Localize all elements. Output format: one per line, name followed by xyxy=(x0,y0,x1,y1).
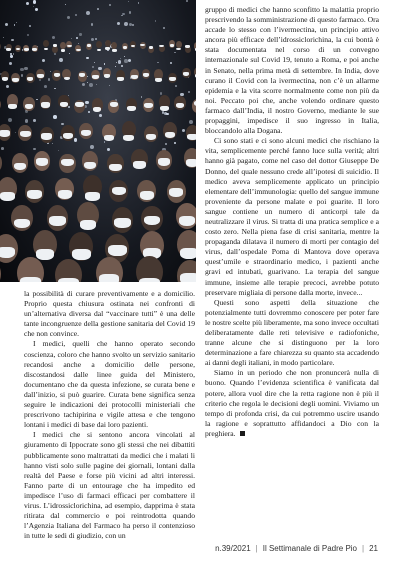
paragraph-text: Siamo in un periodo che non pronuncerà nulla di buono. Quando l’evidenza scientifica è vanificata dal potere, allora vuol dire che la retta ragione non è più il criterio che regola le decisioni degli uomini. Viviamo un tempo di profonda crisi, da cui potremmo uscire usando la ragione e soprattutto affidandoci a Dio con la preghiera. xyxy=(205,368,379,438)
paragraph: I medici che si sentono ancora vincolati al giuramento di Ippocrate sono gli stessi che nei dibattiti pubblicamente sono maltrattati da medici che i malati li hanno visti solo sulle pagine dei giornali, lontani dalla realtà del Paese e forse più vicini ad altri interessi. Fanno parte di un entourage che ha impedito ed impedisce l’uso di farmaci efficaci per combattere il virus. L’idrossiclorichina, ad esempio, dapprima è stata ritirata dal commercio e poi reintrodotta quando l’Agenzia Italiana del Farmaco ha perso il contenzioso in tutte le sedi di giudizio, con un xyxy=(24,430,195,541)
page-footer xyxy=(215,544,378,553)
issue-number: n.39/2021 xyxy=(215,544,251,553)
paragraph: I medici, quelli che hanno operato secondo coscienza, coloro che hanno svolto un servizio sanitario recandosi anche a domicilio delle persone, discostandosi dalle linee guida del Ministero, documentano che da questa infezione, se curata bene e dall’inizio, si può guarire. Curata bene significa senza seguire le indicazioni dei protocolli ministeriali che prescrivono tachipirina e vigile attesa e che tengono lontani i medici di base dai loro pazienti. xyxy=(24,339,195,430)
magazine-name: Il Settimanale di Padre Pio xyxy=(262,544,358,553)
left-text-column xyxy=(24,289,195,541)
paragraph: gruppo di medici che hanno sconfitto la malattia proprio prescrivendo la somministrazione di questo farmaco. Ora accade lo stesso con l’ivermectina, un principio attivo ancora più efficace dell’idrossiclorichina, la cui bontà è stata documentata nel corso di un convegno internazionale sul Covid 19, tenuto a Roma, e poi anche in Senato, nella prima metà di settembre. In India, dove curano il Covid con la ivermectina, non c’è un allarme epidemia e la vita scorre normalmente come non più da noi. Peccato poi che, anche volendo ordinare questo farmaco dall’India, il nostro Governo, mediante le sue propaggini, impedisce il suo ingresso in Italia, bloccandolo alla Dogana. xyxy=(205,5,379,136)
end-of-article-mark xyxy=(240,431,245,436)
right-text-column xyxy=(205,5,379,439)
footer-separator: | xyxy=(362,544,365,553)
paragraph: Ci sono stati e ci sono alcuni medici che rischiano la vita, semplicemente perché fanno luce sulla verità; altri hanno già pagato, come nel caso del dottor Giuseppe De Donno, del quale nessuno crede all’ipotesi di suicidio. Il medico aveva semplicemente applicato un principio elementare dell’immunologia: quello del sangue immune proveniente da persone malate e poi guarite. Il loro sangue contiene un numero di anticorpi tale da neutralizzare il virus. Si tratta di una pratica semplice e a costo zero. Nella piena fase di crisi sanitaria, mentre la propagandа dilatava il numero di morti per contagio del virus, dall’ospedale Poma di Mantova dove operava quest’umile e straordinario medico, i pazienti anche gravi ed intubati, guarivano. La terapia del sangue immune, insieme alle terapie precoci, avrebbe potuto preservare migliaia di persone dalla morte, invece... xyxy=(205,136,379,297)
paragraph-final xyxy=(205,368,379,439)
paragraph: la possibilità di curare preventivamente e a domicilio. Proprio questa chiusura ostinata nei confronti di un’alternativa diversa dal “vaccinare tutti” è una delle tante incongruenze della gestione sanitaria del Covid 19 che non convince. xyxy=(24,289,195,339)
paragraph: Questi sono aspetti della situazione che potenzialmente tutti dovremmo conoscere per poter fare le nostre scelte più liberamente, ma sono invece occultati deliberatamente dalle reti televisive e radiofoniche, tranne alcune che si distinguono per la loro determinazione a fare chiarezza su quanto sta accadendo ai danni degli italiani, in modo particolare. xyxy=(205,297,379,368)
page-number: 21 xyxy=(369,544,378,553)
crowd-photo xyxy=(0,0,196,282)
footer-separator: | xyxy=(255,544,258,553)
